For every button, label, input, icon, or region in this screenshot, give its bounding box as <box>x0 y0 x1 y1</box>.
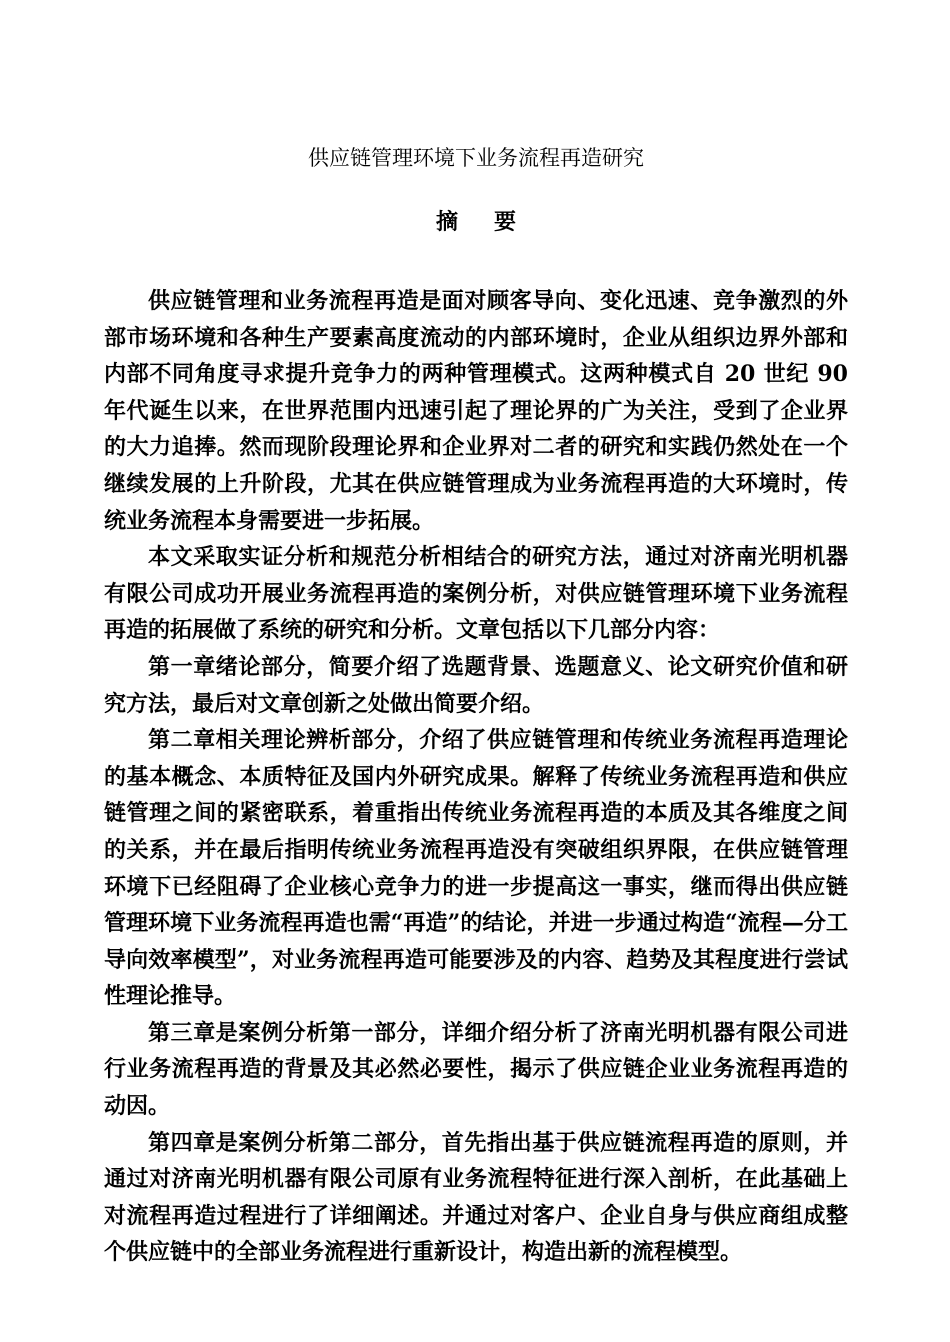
abstract-heading-left: 摘 <box>435 209 458 235</box>
abstract-body <box>104 283 848 1271</box>
document-title: 供应链管理环境下业务流程再造研究 <box>308 146 644 170</box>
paragraph-chapter-1: 第一章绪论部分，简要介绍了选题背景、选题意义、论文研究价值和研究方法，最后对文章创新之处做出简要介绍。 <box>104 653 848 717</box>
paragraph-intro: 供应链管理和业务流程再造是面对顾客导向、变化迅速、竞争激烈的外部市场环境和各种生产要素高度流动的内部环境时，企业从组织边界外部和内部不同角度寻求提升竞争力的两种管理模式。这两种模式自 20 世纪 90 年代诞生以来，在世界范围内迅速引起了理论界的广为关注，受到了企业界的大力追捧。然而现阶段理论界和企业界对二者的研究和实践仍然处在一个继续发展的上升阶段，尤其在供应链管理成为业务流程再造的大环境时，传统业务流程本身需要进一步拓展。 <box>104 288 848 534</box>
abstract-heading-right: 要 <box>494 209 517 235</box>
paragraph-chapter-2: 第二章相关理论辨析部分，介绍了供应链管理和传统业务流程再造理论的基本概念、本质特征及国内外研究成果。解释了传统业务流程再造和供应链管理之间的紧密联系，着重指出传统业务流程再造的本质及其各维度之间的关系，并在最后指明传统业务流程再造没有突破组织界限，在供应链管理环境下已经阻碍了企业核心竞争力的进一步提高这一事实，继而得出供应链管理环境下业务流程再造也需“再造”的结论，并进一步通过构造“流程—分工导向效率模型”，对业务流程再造可能要涉及的内容、趋势及其程度进行尝试性理论推导。 <box>104 727 848 1010</box>
paragraph-chapter-3: 第三章是案例分析第一部分，详细介绍分析了济南光明机器有限公司进行业务流程再造的背景及其必然必要性，揭示了供应链企业业务流程再造的动因。 <box>104 1019 848 1120</box>
abstract-heading <box>104 207 848 237</box>
paragraph-method: 本文采取实证分析和规范分析相结合的研究方法，通过对济南光明机器有限公司成功开展业务流程再造的案例分析，对供应链管理环境下业务流程再造的拓展做了系统的研究和分析。文章包括以下几部分内容： <box>104 544 848 644</box>
paragraph-chapter-4: 第四章是案例分析第二部分，首先指出基于供应链流程再造的原则，并通过对济南光明机器有限公司原有业务流程特征进行深入剖析，在此基础上对流程再造过程进行了详细阐述。并通过对客户、企业自身与供应商组成整个供应链中的全部业务流程进行重新设计，构造出新的流程模型。 <box>104 1129 848 1266</box>
